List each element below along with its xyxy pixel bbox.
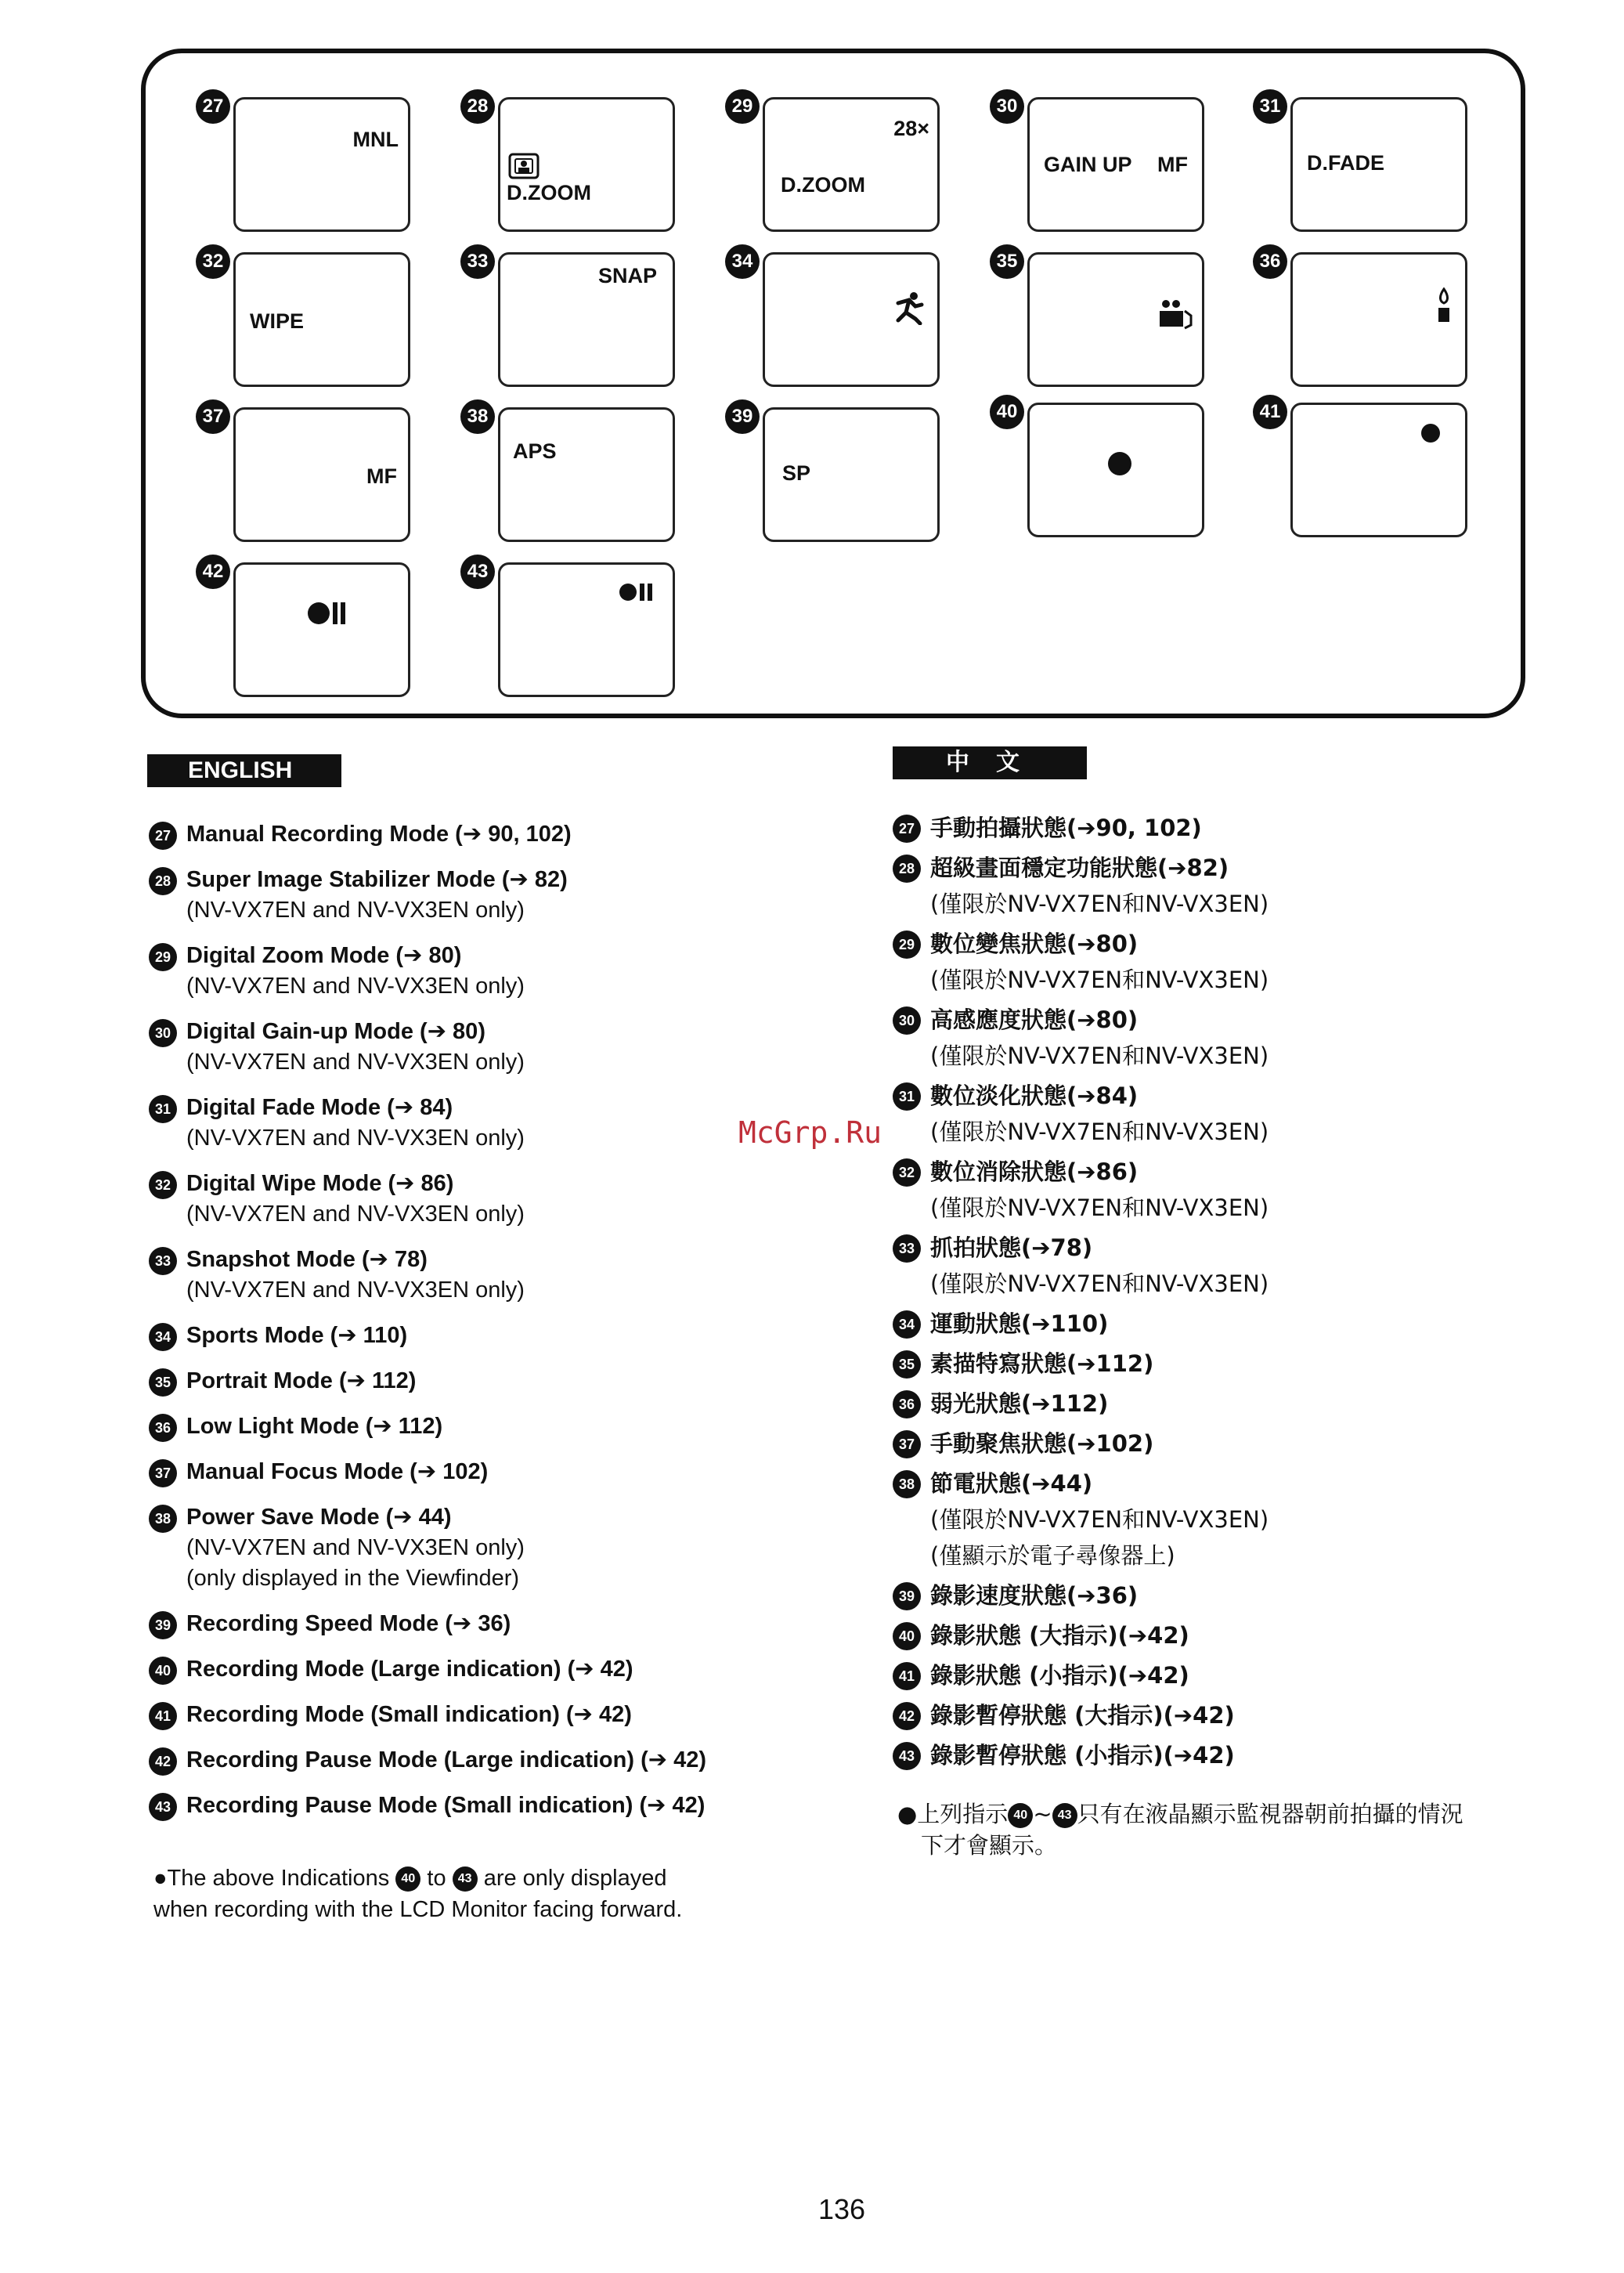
footnote-line2: when recording with the LCD Monitor facing forward.: [153, 1897, 683, 1922]
indicator-number: 35: [990, 244, 1024, 279]
footnote-number-from: 40: [395, 1866, 420, 1892]
indicator-label: D.FADE: [1307, 151, 1385, 175]
item-note: (NV-VX7EN and NV-VX3EN only): [186, 1535, 525, 1560]
indicator-28: [460, 89, 727, 246]
item-title: Digital Fade Mode (➔ 84): [186, 1095, 453, 1120]
indicator-number: 27: [196, 89, 230, 124]
list-item: [149, 865, 838, 926]
item-title: Portrait Mode (➔ 112): [186, 1368, 417, 1393]
item-title: Snapshot Mode (➔ 78): [186, 1247, 428, 1272]
sports-icon: [892, 291, 926, 325]
indicator-number: 32: [196, 244, 230, 279]
chinese-header: 中文: [893, 746, 1087, 779]
item-number: 43: [893, 1742, 921, 1770]
footnote-prefix: ●The above Indications: [153, 1866, 390, 1891]
item-number: 31: [149, 1095, 177, 1123]
item-number: 28: [149, 867, 177, 895]
indicator-label-secondary: MF: [1157, 153, 1188, 176]
indicator-31: [1253, 89, 1519, 246]
indicator-screen: [233, 562, 410, 697]
item-number: 42: [149, 1747, 177, 1776]
indicator-number: 30: [990, 89, 1024, 124]
list-item: [149, 1791, 838, 1821]
list-item: [149, 1366, 838, 1397]
indicator-label: APS: [513, 439, 557, 463]
list-item: [149, 1457, 838, 1487]
record-pause-large-icon: [308, 602, 330, 624]
list-item: [149, 1745, 838, 1776]
indicator-screen: [763, 97, 940, 232]
item-title: 錄影速度狀態(➔36): [930, 1582, 1139, 1609]
indicator-39: [725, 399, 991, 556]
indicator-screen: [498, 562, 675, 697]
item-title: 數位淡化狀態(➔84): [930, 1082, 1139, 1109]
indicator-screen: [233, 252, 410, 387]
item-number: 30: [893, 1006, 921, 1035]
list-item: [893, 1426, 1582, 1462]
indicator-40: [990, 395, 1256, 551]
indicator-43: [460, 555, 727, 711]
list-item: [149, 1411, 838, 1442]
indicator-screen: [1027, 403, 1204, 537]
item-note: (僅限於NV-VX7EN和NV-VX3EN): [930, 1194, 1269, 1221]
item-number: 29: [149, 943, 177, 971]
indicator-label: D.ZOOM: [781, 173, 865, 197]
chinese-footnote: [897, 1798, 1492, 1861]
pause-bars-icon: [640, 584, 652, 601]
item-number: 27: [149, 822, 177, 850]
indicator-number: 36: [1253, 244, 1287, 279]
item-number: 32: [893, 1158, 921, 1187]
item-number: 30: [149, 1019, 177, 1047]
item-number: 28: [893, 855, 921, 883]
item-title: Sports Mode (➔ 110): [186, 1323, 408, 1348]
indicator-number: 37: [196, 399, 230, 434]
item-number: 40: [149, 1657, 177, 1685]
item-title: 弱光狀態(➔112): [930, 1390, 1109, 1417]
footnote-prefix: ●上列指示: [897, 1801, 1009, 1827]
item-number: 33: [893, 1234, 921, 1263]
item-number: 33: [149, 1247, 177, 1275]
item-number: 36: [149, 1414, 177, 1442]
item-title: Manual Recording Mode (➔ 90, 102): [186, 822, 572, 847]
item-note: (僅限於NV-VX7EN和NV-VX3EN): [930, 1270, 1269, 1297]
record-pause-small-icon: [619, 584, 637, 601]
record-dot-large-icon: [1108, 452, 1131, 475]
footnote-number-to: 43: [1052, 1803, 1077, 1828]
indicator-33: [460, 244, 727, 401]
list-item: [149, 1654, 838, 1685]
portrait-icon: [1158, 298, 1194, 330]
item-title: Recording Mode (Small indication) (➔ 42): [186, 1702, 632, 1727]
item-number: 37: [149, 1459, 177, 1487]
footnote-suffix: 只有在液晶顯示監視器朝前拍攝的情況: [1077, 1801, 1463, 1827]
list-item: [893, 1154, 1582, 1226]
indicator-screen: [233, 407, 410, 542]
stabilizer-icon: [508, 153, 540, 179]
list-item: [893, 1306, 1582, 1342]
item-title: Digital Wipe Mode (➔ 86): [186, 1171, 454, 1196]
list-item: [149, 1700, 838, 1730]
item-number: 34: [893, 1310, 921, 1339]
item-note-secondary: (僅顯示於電子尋像器上): [930, 1542, 1175, 1569]
watermark: McGrp.Ru: [738, 1115, 882, 1150]
item-title: 抓拍狀態(➔78): [930, 1234, 1093, 1261]
item-note: (僅限於NV-VX7EN和NV-VX3EN): [930, 1506, 1269, 1533]
item-title: Digital Zoom Mode (➔ 80): [186, 943, 462, 968]
footnote-mid: to: [427, 1866, 446, 1891]
indicator-screen: [1027, 252, 1204, 387]
indicator-29: [725, 89, 991, 246]
indicator-number: 29: [725, 89, 760, 124]
item-number: 27: [893, 815, 921, 843]
footnote-line2: 下才會顯示。: [921, 1832, 1058, 1859]
list-item: [149, 1017, 838, 1078]
footnote-number-to: 43: [453, 1866, 478, 1892]
pause-bars-icon: [333, 602, 345, 624]
footnote-suffix: are only displayed: [483, 1866, 667, 1891]
indicator-number: 39: [725, 399, 760, 434]
indicator-42: [196, 555, 462, 711]
item-number: 35: [893, 1350, 921, 1379]
low-light-icon: [1435, 287, 1453, 323]
indicator-34: [725, 244, 991, 401]
list-item: [149, 1321, 838, 1351]
item-title: Recording Speed Mode (➔ 36): [186, 1611, 511, 1636]
item-note: (NV-VX7EN and NV-VX3EN only): [186, 1050, 525, 1075]
item-title: 錄影暫停狀態 (小指示)(➔42): [930, 1742, 1235, 1769]
item-number: 41: [149, 1702, 177, 1730]
item-number: 39: [893, 1582, 921, 1610]
item-title: 手動拍攝狀態(➔90, 102): [930, 815, 1202, 841]
list-item: [893, 1737, 1582, 1773]
item-number: 36: [893, 1390, 921, 1418]
item-number: 43: [149, 1793, 177, 1821]
english-footnote: [153, 1863, 843, 1925]
indicator-30: [990, 89, 1256, 246]
item-title: 錄影狀態 (大指示)(➔42): [930, 1622, 1189, 1649]
item-number: 38: [149, 1505, 177, 1533]
item-note: (NV-VX7EN and NV-VX3EN only): [186, 1126, 525, 1151]
list-item: [893, 1617, 1582, 1653]
item-title: Low Light Mode (➔ 112): [186, 1414, 443, 1439]
item-note: (NV-VX7EN and NV-VX3EN only): [186, 1202, 525, 1227]
list-item: [149, 1245, 838, 1306]
record-dot-small-icon: [1421, 424, 1440, 443]
item-note: (僅限於NV-VX7EN和NV-VX3EN): [930, 1118, 1269, 1145]
item-note: (僅限於NV-VX7EN和NV-VX3EN): [930, 1043, 1269, 1069]
item-number: 29: [893, 931, 921, 959]
indicator-label: MF: [366, 464, 397, 488]
indicator-screen: [1290, 252, 1467, 387]
item-title: 數位變焦狀態(➔80): [930, 931, 1139, 957]
zoom-ratio: 28×: [893, 117, 929, 140]
list-item: [893, 1577, 1582, 1614]
list-item: [893, 1230, 1582, 1302]
indicator-screen: [233, 97, 410, 232]
indicator-number: 42: [196, 555, 230, 589]
item-title: 手動聚焦狀態(➔102): [930, 1430, 1154, 1457]
list-item: [149, 1169, 838, 1230]
list-item: [893, 1346, 1582, 1382]
item-number: 35: [149, 1368, 177, 1397]
list-item: [149, 1093, 838, 1154]
item-title: Recording Pause Mode (Small indication) (➔ 42): [186, 1793, 706, 1818]
indicator-screen: [1290, 97, 1467, 232]
list-item: [893, 1002, 1582, 1074]
item-title: Recording Pause Mode (Large indication) (➔ 42): [186, 1747, 706, 1773]
indicator-27: [196, 89, 462, 246]
english-header: ENGLISH: [147, 754, 341, 787]
chinese-mode-list: [893, 810, 1582, 1777]
item-title: Manual Focus Mode (➔ 102): [186, 1459, 489, 1484]
list-item: [893, 810, 1582, 846]
list-item: [893, 926, 1582, 998]
indicator-32: [196, 244, 462, 401]
list-item: [149, 1609, 838, 1639]
indicator-label: SP: [782, 461, 811, 485]
indicator-36: [1253, 244, 1519, 401]
item-number: 34: [149, 1323, 177, 1351]
indicator-number: 33: [460, 244, 495, 279]
item-title: 節電狀態(➔44): [930, 1470, 1093, 1497]
indicator-number: 41: [1253, 395, 1287, 429]
indicator-panel: [141, 49, 1525, 718]
indicator-37: [196, 399, 462, 556]
indicator-number: 34: [725, 244, 760, 279]
item-title: Digital Gain-up Mode (➔ 80): [186, 1019, 485, 1044]
footnote-number-from: 40: [1008, 1803, 1033, 1828]
footnote-mid: ~: [1033, 1801, 1052, 1827]
indicator-screen: [1027, 97, 1204, 232]
indicator-screen: [498, 407, 675, 542]
indicator-number: 28: [460, 89, 495, 124]
item-number: 31: [893, 1082, 921, 1111]
indicator-number: 38: [460, 399, 495, 434]
indicator-screen: [498, 252, 675, 387]
item-number: 39: [149, 1611, 177, 1639]
list-item: [149, 941, 838, 1002]
indicator-label: MNL: [352, 128, 399, 151]
indicator-label: WIPE: [250, 309, 305, 333]
indicator-38: [460, 399, 727, 556]
list-item: [893, 1386, 1582, 1422]
indicator-screen: [1290, 403, 1467, 537]
english-mode-list: [149, 819, 838, 1836]
item-number: 38: [893, 1470, 921, 1498]
item-title: 高感應度狀態(➔80): [930, 1006, 1139, 1033]
page-number: 136: [818, 2193, 866, 2225]
indicator-41: [1253, 395, 1519, 551]
item-title: 數位消除狀態(➔86): [930, 1158, 1139, 1185]
list-item: [893, 1657, 1582, 1693]
list-item: [893, 850, 1582, 922]
item-title: 超級畫面穩定功能狀態(➔82): [930, 855, 1229, 881]
item-number: 42: [893, 1702, 921, 1730]
item-note: (NV-VX7EN and NV-VX3EN only): [186, 974, 525, 999]
item-title: 素描特寫狀態(➔112): [930, 1350, 1154, 1377]
item-number: 40: [893, 1622, 921, 1650]
item-number: 32: [149, 1171, 177, 1199]
item-note: (僅限於NV-VX7EN和NV-VX3EN): [930, 891, 1269, 917]
item-title: 運動狀態(➔110): [930, 1310, 1109, 1337]
list-item: [149, 1502, 838, 1594]
indicator-screen: [498, 97, 675, 232]
item-note: (NV-VX7EN and NV-VX3EN only): [186, 1277, 525, 1303]
indicator-35: [990, 244, 1256, 401]
item-title: 錄影暫停狀態 (大指示)(➔42): [930, 1702, 1235, 1729]
item-title: Recording Mode (Large indication) (➔ 42): [186, 1657, 633, 1682]
indicator-number: 40: [990, 395, 1024, 429]
indicator-screen: [763, 407, 940, 542]
list-item: [149, 819, 838, 850]
item-note-secondary: (only displayed in the Viewfinder): [186, 1566, 520, 1591]
indicator-number: 31: [1253, 89, 1287, 124]
item-note: (僅限於NV-VX7EN和NV-VX3EN): [930, 967, 1269, 993]
indicator-number: 43: [460, 555, 495, 589]
list-item: [893, 1078, 1582, 1150]
item-number: 37: [893, 1430, 921, 1458]
indicator-screen: [763, 252, 940, 387]
item-title: Power Save Mode (➔ 44): [186, 1505, 452, 1530]
indicator-label: GAIN UP: [1044, 153, 1132, 176]
list-item: [893, 1697, 1582, 1733]
indicator-label: SNAP: [597, 264, 657, 287]
list-item: [893, 1465, 1582, 1574]
item-title: 錄影狀態 (小指示)(➔42): [930, 1662, 1189, 1689]
indicator-label: D.ZOOM: [507, 181, 591, 204]
item-number: 41: [893, 1662, 921, 1690]
item-note: (NV-VX7EN and NV-VX3EN only): [186, 898, 525, 923]
item-title: Super Image Stabilizer Mode (➔ 82): [186, 867, 568, 892]
